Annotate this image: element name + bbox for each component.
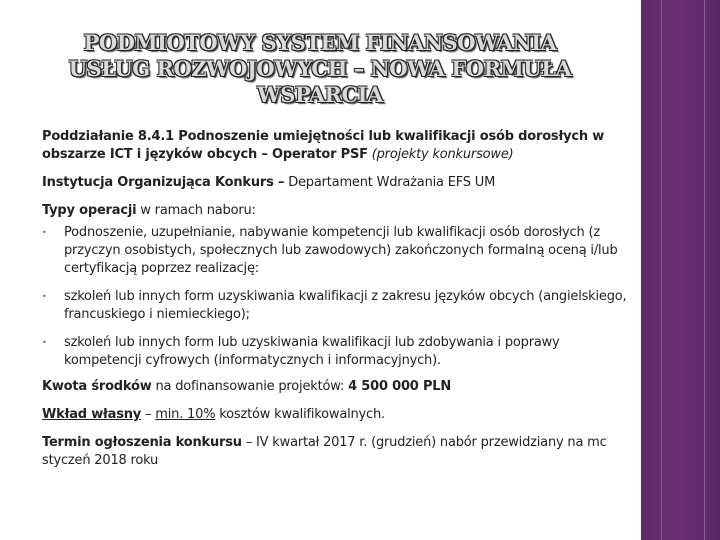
operations-label: Typy operacji bbox=[42, 203, 137, 218]
title-line-1: PODMIOTOWY SYSTEM FINANSOWANIA bbox=[83, 30, 557, 55]
subaction-title: Poddziałanie 8.4.1 Podnoszenie umiejętności lub kwalifikacji osób dorosłych w obszarze ICT i języków obcych – Operator PSF bbox=[42, 129, 605, 162]
slide-content bbox=[42, 128, 632, 480]
side-panel-line bbox=[661, 0, 662, 540]
bullet-icon: • bbox=[42, 228, 47, 237]
slide-title bbox=[20, 30, 620, 108]
list-item-text: szkoleń lub innych form uzyskiwania kwalifikacji z zakresu języków obcych (angielskiego, francuskiego i niemieckiego); bbox=[64, 289, 627, 322]
institution-paragraph bbox=[42, 174, 632, 192]
funds-middle: na dofinansowanie projektów: bbox=[155, 379, 345, 394]
list-item-text: Podnoszenie, uzupełnianie, nabywanie kompetencji lub kwalifikacji osób dorosłych (z przyczyn osobistych, społecznych lub zawodowych) zakończonych formalną oceną i/lub certyfikacją poprzez realizację: bbox=[64, 225, 618, 276]
contribution-dash: – bbox=[145, 407, 152, 422]
contribution-suffix: kosztów kwalifikowalnych. bbox=[219, 407, 385, 422]
announcement-value: – IV kwartał 2017 r. (grudzień) nabór przewidziany na mc styczeń 2018 roku bbox=[42, 435, 607, 468]
subaction-paragraph bbox=[42, 128, 632, 164]
list-item bbox=[42, 288, 632, 324]
institution-value: Departament Wdrażania EFS UM bbox=[288, 175, 496, 190]
contribution-paragraph bbox=[42, 406, 632, 424]
list-item-text: szkoleń lub innych form lub uzyskiwania kwalifikacji lub zdobywania i poprawy kompetencji cyfrowych (informatycznych i informacyjnych). bbox=[64, 335, 560, 368]
announcement-paragraph bbox=[42, 434, 632, 470]
bullet-icon: • bbox=[42, 338, 47, 347]
operations-list bbox=[42, 224, 632, 370]
list-item bbox=[42, 334, 632, 370]
operations-paragraph bbox=[42, 202, 632, 220]
operations-suffix: w ramach naboru: bbox=[140, 203, 256, 218]
side-panel-line bbox=[704, 0, 705, 540]
title-line-2: USŁUG ROZWOJOWYCH – NOWA FORMUŁA bbox=[68, 56, 572, 81]
subaction-note: (projekty konkursowe) bbox=[371, 147, 514, 162]
institution-label: Instytucja Organizująca Konkurs – bbox=[42, 175, 285, 190]
bullet-icon: • bbox=[42, 292, 47, 301]
announcement-label: Termin ogłoszenia konkursu bbox=[42, 435, 242, 450]
contribution-label: Wkład własny bbox=[42, 407, 142, 422]
list-item bbox=[42, 224, 632, 278]
funds-label: Kwota środków bbox=[42, 379, 152, 394]
contribution-min: min. 10% bbox=[155, 407, 216, 422]
title-line-3: WSPARCIA bbox=[257, 82, 383, 107]
decorative-side-panel bbox=[641, 0, 720, 540]
funds-paragraph bbox=[42, 378, 632, 396]
funds-amount: 4 500 000 PLN bbox=[348, 379, 452, 394]
